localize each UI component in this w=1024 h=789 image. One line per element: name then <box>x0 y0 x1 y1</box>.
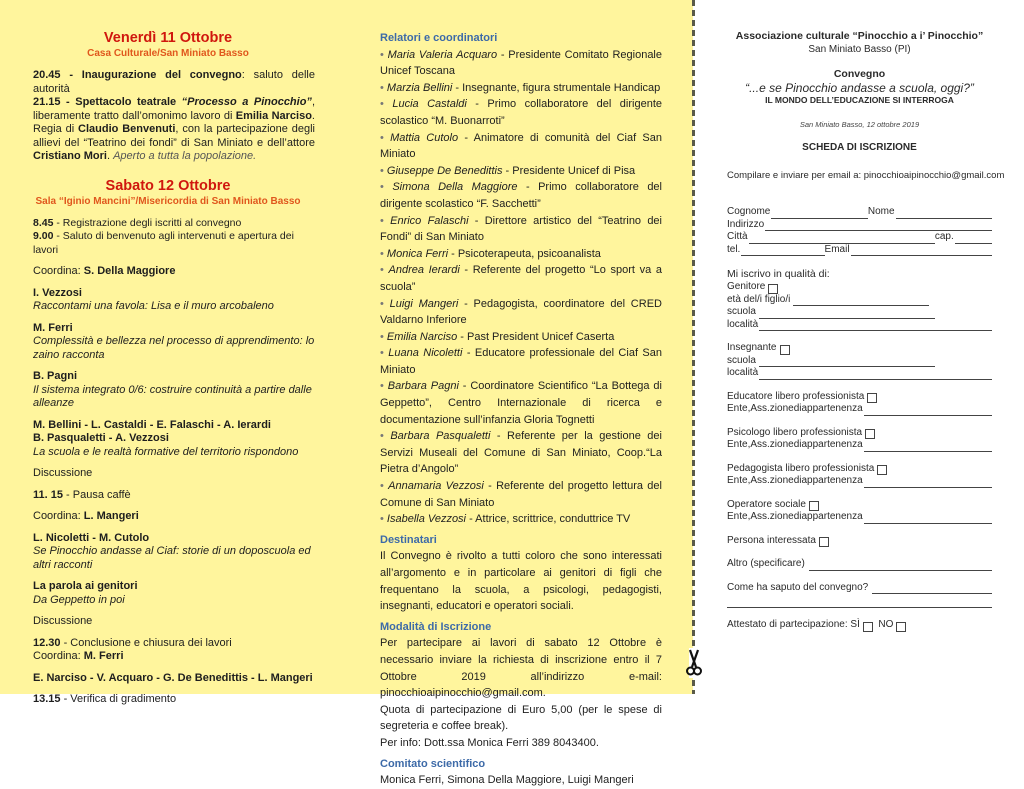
parent-locality-field[interactable] <box>759 321 992 331</box>
speaker-role: - Referente per la gestione dei Servizi Museali del Comune di San Miniato, Coop.“La Pietra d’Angolo” <box>380 430 662 476</box>
teacher-checkbox[interactable] <box>780 345 790 355</box>
talk-2: M. Ferri Complessità e bellezza nel processo di apprendimento: lo zaino racconta <box>33 321 315 361</box>
speaker-name: Emilia Narciso <box>386 330 458 343</box>
talk-1: I. Vezzosi Raccontami una favola: Lisa e il muro arcobaleno <box>33 286 274 312</box>
registration-text-1: Per partecipare ai lavori di sabato 12 Ottobre è necessario inviare la richiesta di inscrizione entro il 7 Ottobre 2019 all’indirizzo e-mail: pinocchioaipinocchio@gmail.com. <box>380 637 662 700</box>
speaker-role: - Coordinatore Scientifico “La Bottega di Geppetto”, Centro Internazionale di ricerca e documentazione sull’infanzia Gloria Tognetti <box>380 380 662 426</box>
children-age-field[interactable] <box>793 296 929 306</box>
committee-heading: Comitato scientifico <box>380 757 486 770</box>
role-interested: Persona interessata <box>727 535 992 548</box>
speaker-item <box>380 163 662 180</box>
speaker-role: - Referente del progetto “Lo sport va a scuola” <box>380 264 662 293</box>
evaluation: 13.15 - Verifica di gradimento <box>33 693 177 705</box>
program-column <box>33 30 315 715</box>
form-title: SCHEDA DI ISCRIZIONE <box>802 142 917 153</box>
opening-schedule: 8.45 - Registrazione degli iscritti al convegno 9.00 - Saluto di benvenuto agli intervenuti e apertura dei lavori <box>33 216 294 256</box>
speaker-name: Barbara Pagni <box>387 380 459 393</box>
speaker-name: Monica Ferri <box>386 247 449 260</box>
speaker-item <box>380 296 662 329</box>
coordinator-1: Coordina: S. Della Maggiore <box>33 265 176 277</box>
speaker-name: Maria Valeria Acquaro <box>387 48 498 61</box>
speakers-heading: Relatori e coordinatori <box>380 32 498 44</box>
role-teacher: Insegnante scuola località <box>727 342 992 380</box>
speaker-item <box>380 262 662 295</box>
speaker-name: Andrea Ierardi <box>388 264 460 277</box>
how-heard-field-2[interactable] <box>727 598 992 608</box>
speakers-list <box>380 47 662 528</box>
role-heading: Mi iscrivo in qualità di: <box>727 268 830 280</box>
audience-heading: Destinatari <box>380 533 437 546</box>
speaker-item <box>380 329 662 346</box>
speaker-item <box>380 428 662 478</box>
association-location: San Miniato Basso (PI) <box>808 44 911 55</box>
teacher-school-field[interactable] <box>759 357 935 367</box>
teacher-locality-field[interactable] <box>759 370 992 380</box>
association-name: Associazione culturale “Pinocchio a i’ Pinocchio” <box>735 30 984 42</box>
final-speakers: E. Narciso - V. Acquaro - G. De Benedittis - L. Mangeri <box>33 671 313 684</box>
cap-field[interactable] <box>955 234 992 244</box>
cut-line <box>692 0 695 694</box>
role-psychologist: Psicologo libero professionista Ente,Ass.zionediappartenenza <box>727 427 992 452</box>
speaker-name: Simona Della Maggiore <box>392 181 518 194</box>
speaker-role: - Past President Unicef Caserta <box>457 330 615 343</box>
saturday-title: Sabato 12 Ottobre <box>105 177 231 194</box>
speaker-role: - Animatore di comunità del Ciaf San Miniato <box>380 131 662 161</box>
speaker-role: - Insegnante, figura strumentale Handicap <box>452 81 661 94</box>
registration-heading: Modalità di Iscrizione <box>380 620 492 633</box>
date-line: San Miniato Basso, 12 ottobre 2019 <box>799 120 920 129</box>
certificate-yes-checkbox[interactable] <box>863 622 873 632</box>
speaker-item <box>380 378 662 428</box>
psychologist-org-field[interactable] <box>864 442 992 452</box>
speaker-item <box>380 213 662 246</box>
pedagogist-checkbox[interactable] <box>877 465 887 475</box>
parent-checkbox[interactable] <box>768 284 778 294</box>
event-subtitle: IL MONDO DELL’EDUCAZIONE SI INTERROGA <box>765 95 954 105</box>
closing: 12.30 - Conclusione e chiusura dei lavori Coordina: M. Ferri <box>33 636 232 662</box>
friday-schedule: 20.45 - Inaugurazione del convegno: saluto delle autorità 21.15 - Spettacolo teatrale “Processo a Pinocchio”, liberamente tratto dall’omonimo lavoro di Emilia Narciso. Regia di Claudio Benvenuti, con la partecipazione degli allievi del “Teatrino dei fondi” di San Miniato e dell’attore Cristiano Mori. Aperto a tutta la popolazione. <box>33 69 315 162</box>
surname-field[interactable] <box>771 209 867 219</box>
how-heard: Come ha saputo del convegno? <box>727 582 992 609</box>
speaker-role: - Attrice, scrittrice, conduttrice TV <box>466 513 631 526</box>
speaker-item <box>380 511 662 528</box>
interested-checkbox[interactable] <box>819 537 829 547</box>
speaker-name: Isabella Vezzosi <box>386 513 467 526</box>
speaker-role: - Direttore artistico del “Teatrino dei Fondi” di San Miniato <box>380 214 662 244</box>
speaker-role: - Referente del progetto lettura del Comune di San Miniato <box>380 480 662 509</box>
discussion-2: Discussione <box>33 615 93 627</box>
speaker-item <box>380 345 662 378</box>
role-social-worker: Operatore sociale Ente,Ass.zionediappartenenza <box>727 499 992 524</box>
form-instructions: Compilare e inviare per email a: pinocchioaipinocchio@gmail.com <box>727 170 1005 181</box>
coordinator-2: Coordina: L. Mangeri <box>33 510 139 522</box>
address-field[interactable] <box>765 221 992 231</box>
role-pedagogist: Pedagogista libero professionista Ente,Ass.zionediappartenenza <box>727 463 992 488</box>
speaker-role: - Psicoterapeuta, psicoanalista <box>448 247 601 260</box>
social-worker-checkbox[interactable] <box>809 501 819 511</box>
personal-data: Cognome Nome Indirizzo Città cap. tel. Email <box>727 206 992 256</box>
talk-3: B. Pagni Il sistema integrato 0/6: costruire continuità a partire dalle alleanze <box>33 370 312 409</box>
tel-field[interactable] <box>741 246 824 256</box>
speaker-item <box>380 80 662 97</box>
role-parent: Mi iscrivo in qualità di: Genitore età del/i figlio/i scuola località <box>727 267 992 331</box>
friday-title: Venerdì 11 Ottobre <box>103 30 233 46</box>
speaker-item <box>380 246 662 263</box>
speaker-role: - Presidente Comitato Regionale Unicef Toscana <box>380 48 662 78</box>
speaker-item <box>380 47 662 80</box>
educator-checkbox[interactable] <box>867 393 877 403</box>
speaker-role: - Primo collaboratore del dirigente scolastico “M. Buonarroti” <box>380 98 662 127</box>
certificate-no-checkbox[interactable] <box>896 622 906 632</box>
speaker-name: Luana Nicoletti <box>388 347 463 360</box>
educator-org-field[interactable] <box>864 406 992 416</box>
speaker-item <box>380 130 662 163</box>
how-heard-field[interactable] <box>872 584 992 594</box>
speaker-name: Luigi Mangeri <box>389 297 459 310</box>
speaker-name: Giuseppe De Benedittis <box>386 164 503 177</box>
speaker-name: Annamaria Vezzosi <box>388 480 484 493</box>
speaker-name: Mattia Cutolo <box>390 131 459 144</box>
certificate-row: Attestato di partecipazione: SÌ NO <box>727 619 992 632</box>
speaker-role: - Primo collaboratore del dirigente scolastico “F. Sacchetti” <box>380 181 662 210</box>
pedagogist-org-field[interactable] <box>864 478 992 488</box>
name-field[interactable] <box>896 209 992 219</box>
event-label: Convegno <box>833 68 886 80</box>
audience-text: Il Convegno è rivolto a tutti coloro che sono interessati all’argomento e in particolare ai genitori di figli che frequentano la scuola, a psicologi, pedagogisti, insegnanti, educatori e operatori sociali. <box>380 550 662 613</box>
discussion-1: Discussione <box>33 467 93 479</box>
speaker-name: Lucia Castaldi <box>392 98 467 111</box>
speaker-role: - Educatore professionale del Ciaf San Miniato <box>380 347 662 376</box>
speaker-name: Enrico Falaschi <box>390 214 469 227</box>
friday-place: Casa Culturale/San Miniato Basso <box>87 48 249 59</box>
city-field[interactable] <box>749 234 935 244</box>
committee-text: Monica Ferri, Simona Della Maggiore, Luigi Mangeri <box>380 774 634 787</box>
role-educator: Educatore libero professionista Ente,Ass.zionediappartenenza <box>727 391 992 416</box>
registration-form <box>727 30 1005 632</box>
info-column <box>380 30 662 789</box>
speaker-role: - Pedagogista, coordinatore del CRED Valdarno Inferiore <box>380 297 662 327</box>
parent-school-field[interactable] <box>759 309 935 319</box>
speaker-role: - Presidente Unicef di Pisa <box>502 164 636 177</box>
role-other: Altro (specificare) <box>727 558 992 571</box>
coffee-break: 11. 15 - Pausa caffè <box>33 488 131 501</box>
scissors-icon <box>684 648 704 678</box>
event-title: “...e se Pinocchio andasse a scuola, oggi?” <box>745 81 974 95</box>
registration-text-3: Per info: Dott.ssa Monica Ferri 389 8043400. <box>380 736 599 749</box>
other-field[interactable] <box>809 561 992 571</box>
talk-5: L. Nicoletti - M. Cutolo Se Pinocchio andasse al Ciaf: storie di un doposcuola ed altri racconti <box>33 531 311 571</box>
speaker-item <box>380 179 662 212</box>
email-field[interactable] <box>851 246 992 256</box>
talk-6: La parola ai genitori Da Geppetto in poi <box>33 580 138 606</box>
social-worker-org-field[interactable] <box>864 514 992 524</box>
saturday-place: Sala “Iginio Mancini”/Misericordia di San Miniato Basso <box>35 195 301 207</box>
speaker-item <box>380 96 662 129</box>
registration-text-2: Quota di partecipazione di Euro 5,00 (per le spese di segreteria e coffee break). <box>380 703 662 733</box>
talk-4: M. Bellini - L. Castaldi - E. Falaschi - A. Ierardi B. Pasqualetti - A. Vezzosi La scuola e le realtà formative del territorio rispondono <box>33 418 299 458</box>
speaker-name: Barbara Pasqualetti <box>390 430 491 443</box>
speaker-item <box>380 478 662 511</box>
psychologist-checkbox[interactable] <box>865 429 875 439</box>
speaker-name: Marzia Bellini <box>386 81 453 94</box>
